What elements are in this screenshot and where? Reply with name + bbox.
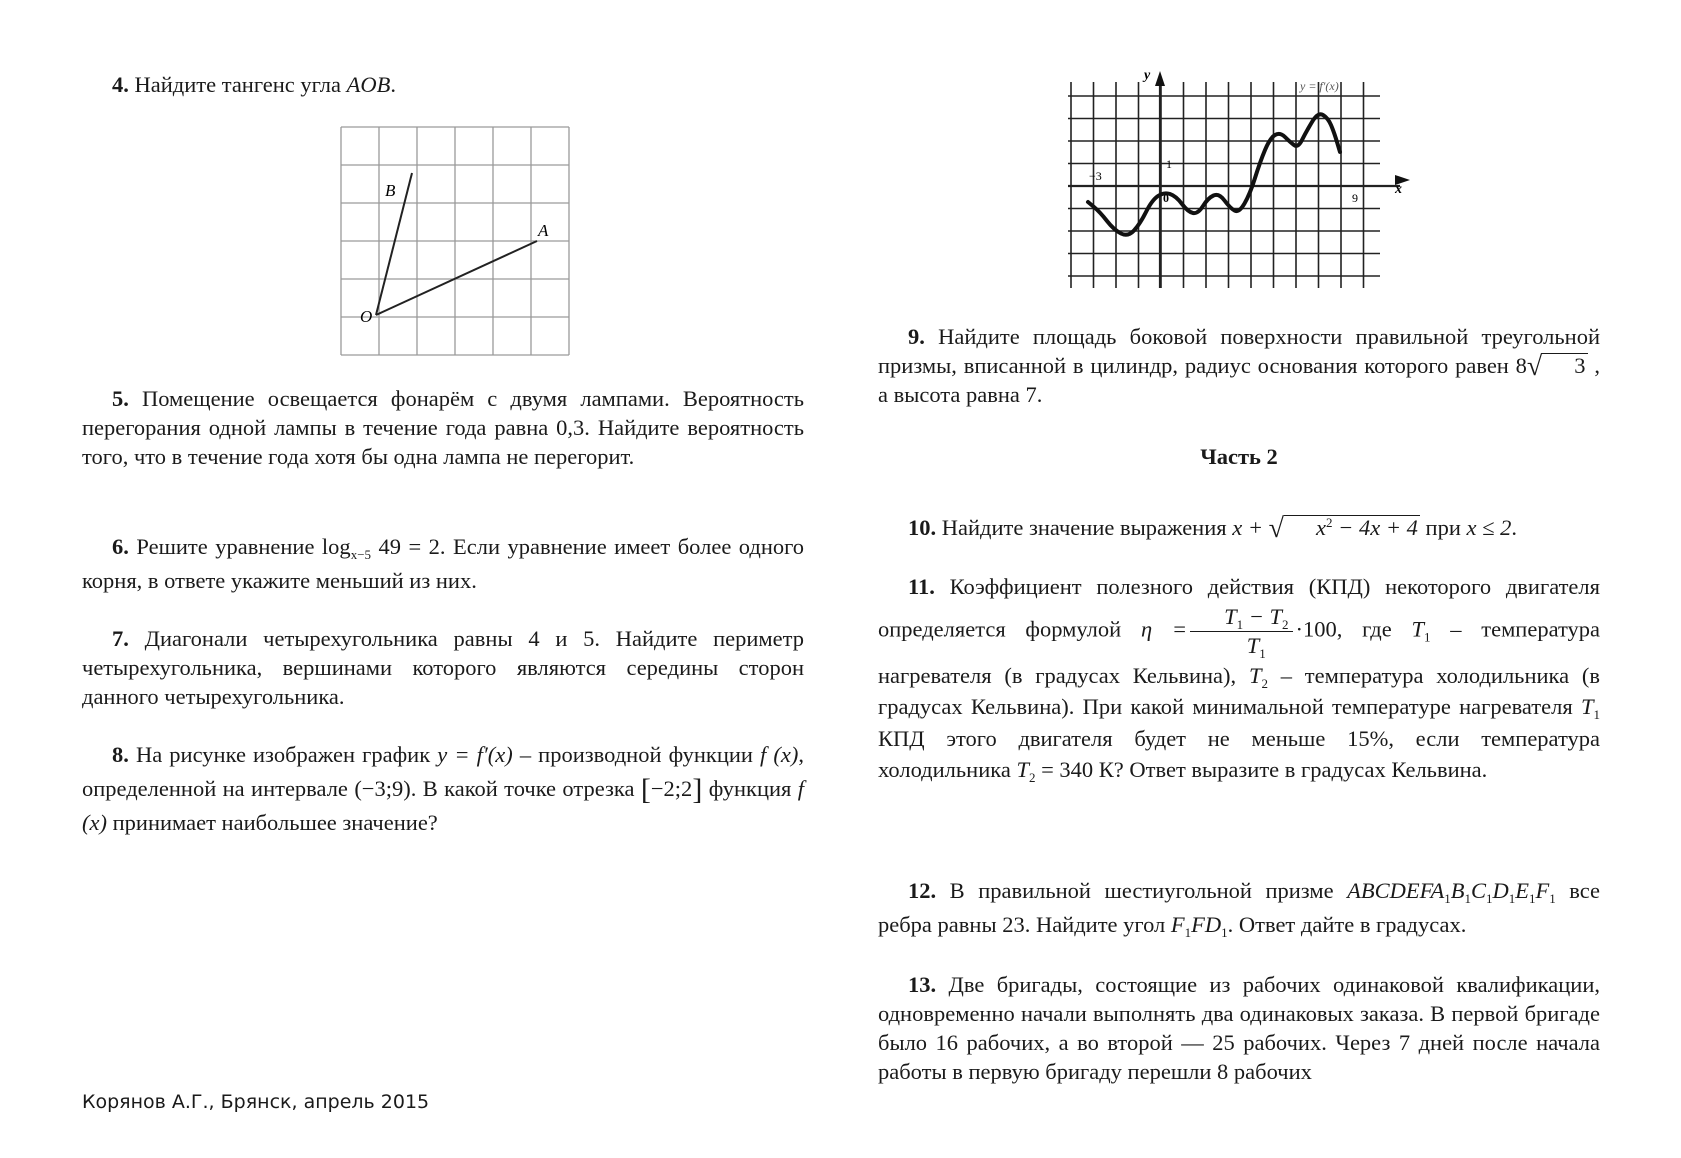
tick-one: 1 xyxy=(1166,157,1172,171)
tick-zero: 0 xyxy=(1163,191,1169,205)
task-4: 4. Найдите тангенс угла AOB. xyxy=(112,72,396,97)
task-8: 8. На рисунке изображен график y = f′(x) – производной функции f (x), определенной на интервале (−3;9). В какой точке отрезка [−2;2] функция f (x) принимает наибольшее значение? xyxy=(82,742,805,835)
task-10: 10. Найдите значение выражения x + √ $x^2 - 4x + 4$ при x ≤ 2. xyxy=(908,513,1517,544)
label-o: O xyxy=(360,307,373,326)
label-b: B xyxy=(385,181,396,200)
task-6: 6. Решите уравнение $\log_{x-5} 49 = 2$. Если уравнение имеет более одного корня, в ответе укажите меньший из них. xyxy=(82,534,805,593)
task-12: 12. В правильной шестиугольной призме $ABCDEFA_1B_1C_1D_1E_1F_1$ все ребра равны 23. Найдите угол $F_1FD_1$. Ответ дайте в градусах. xyxy=(878,878,1600,940)
task-9: 9. Найдите площадь боковой поверхности правильной треугольной призмы, вписанной в цилиндр, радиус основания которого равен 8√ 3 , а высота равна 7. xyxy=(878,324,1601,407)
curve-label: y = f′(x) xyxy=(1300,79,1339,93)
y-arrow xyxy=(1155,71,1165,86)
task-13: 13. Две бригады, состоящие из рабочих одинаковой квалификации, одновременно начали выполнять два одинаковых заказа. В первой бригаде было 16 рабочих, а во второй — 25 рабочих. Через 7 дней после начала работы в первую бригаду перешли 8 рабочих xyxy=(878,972,1600,1084)
efficiency-fraction: $\frac{T_1 - T_2}{T_1}$ xyxy=(1190,603,1292,660)
tick-minus-three: −3 xyxy=(1089,169,1102,183)
task-11: 11. Коэффициент полезного действия (КПД) некоторого двигателя определяется формулой η = $\frac{T_1 - T_2}{T_1}$ ·100, где $T_1$ – температура нагревателя (в градусах Кельвина), $T_2$ – температура холодильника (в градусах Кельвина). При какой минимальной температуре нагревателя $T_1$ КПД этого двигателя будет не меньше 15%, если температура холодильника $T_2 = 340$ К? Ответ выразите в градусах Кельвина. xyxy=(878,574,1601,785)
tick-nine: 9 xyxy=(1352,191,1358,205)
graph-grid xyxy=(1068,78,1400,288)
angle-aob-figure xyxy=(340,126,572,356)
task-7: 7. Диагонали четырехугольника равны 4 и 5. Найдите периметр четырехугольника, вершинами которого являются середины сторон данного четырехугольника. xyxy=(82,626,804,709)
label-a: A xyxy=(538,221,549,240)
x-axis-label: x xyxy=(1395,182,1402,197)
part-2-heading: Часть 2 xyxy=(1200,444,1278,469)
derivative-curve xyxy=(1088,114,1340,234)
derivative-graph xyxy=(1056,62,1412,294)
ray-oa xyxy=(376,241,537,315)
y-axis-label: y xyxy=(1144,68,1151,83)
footer-author: Корянов А.Г., Брянск, апрель 2015 xyxy=(82,1091,430,1113)
task-5: 5. Помещение освещается фонарём с двумя лампами. Вероятность перегорания одной лампы в течение года равна 0,3. Найдите вероятность того, что в течение года хотя бы одна лампа не перегорит. xyxy=(82,386,805,469)
